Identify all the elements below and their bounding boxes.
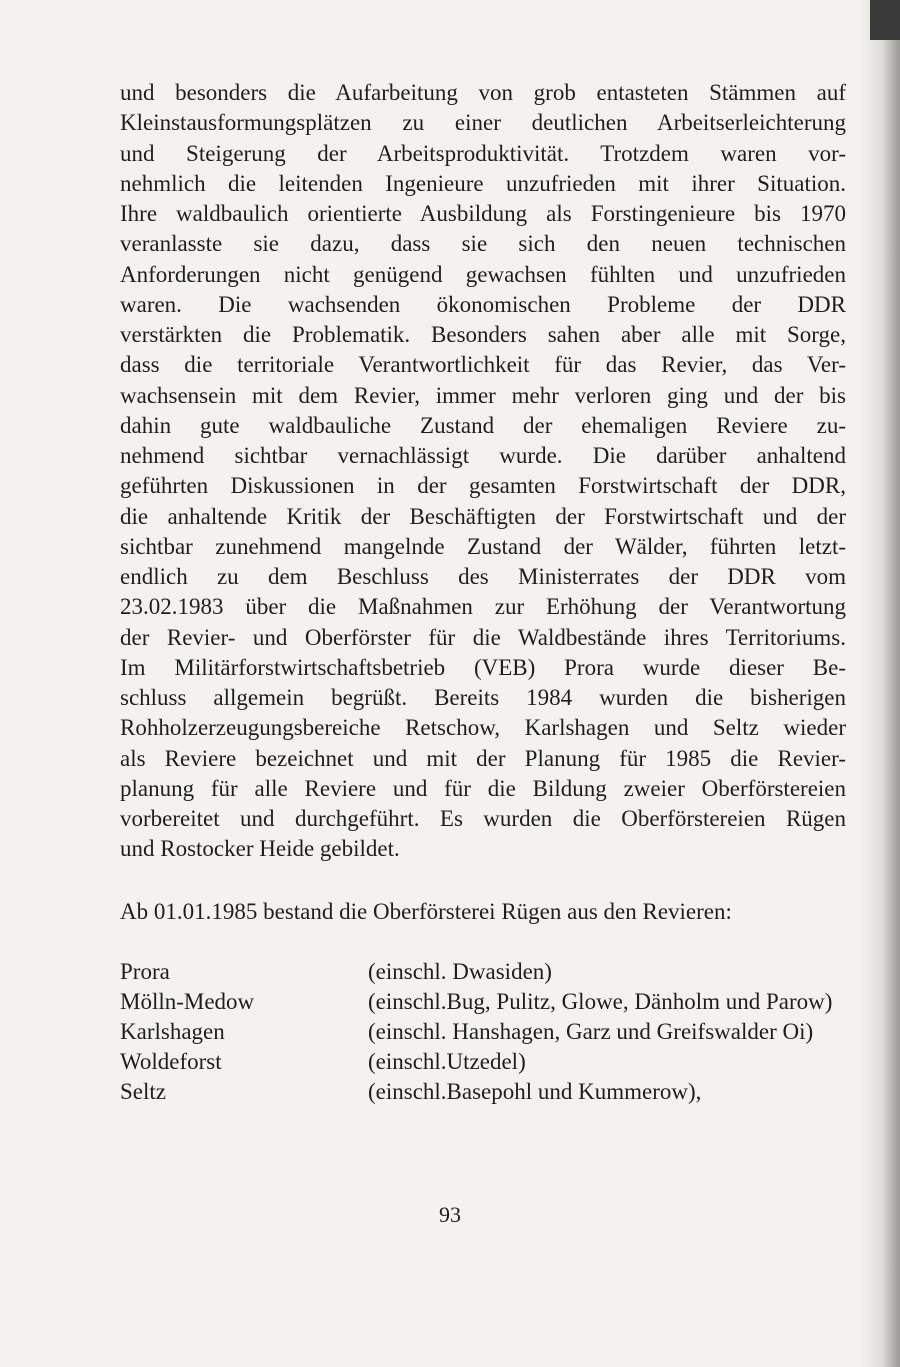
revier-row (120, 1047, 846, 1077)
text-line: Ihre waldbaulich orientierte Ausbildung als Forstingenieure bis 1970 (120, 201, 846, 226)
page-edge-shadow (860, 0, 900, 1367)
text-line: 23.02.1983 über die Maßnahmen zur Erhöhung der Verantwortung (120, 594, 846, 620)
revier-detail: (einschl.Bug, Pulitz, Glowe, Dänholm und Parow) (368, 989, 833, 1014)
revier-detail: (einschl. Dwasiden) (368, 959, 552, 984)
revier-row (120, 957, 846, 987)
text-line: verstärkten die Problematik. Besonders sahen aber alle mit Sorge, (120, 322, 846, 347)
text-line: die anhaltende Kritik der Beschäftigten der Forstwirtschaft und der (120, 503, 846, 529)
text-line: Im Militärforstwirtschaftsbetrieb (VEB) Prora wurde dieser Be- (120, 654, 846, 680)
revier-name: Seltz (120, 1079, 166, 1104)
revier-detail: (einschl.Utzedel) (368, 1049, 526, 1074)
text-line: und Steigerung der Arbeitsproduktivität. Trotzdem waren vor- (120, 140, 846, 166)
revier-list (120, 957, 846, 1107)
text-line: planung für alle Reviere und für die Bildung zweier Oberförstereien (120, 775, 846, 801)
text-line: der Revier- und Oberförster für die Waldbestände ihres Territoriums. (120, 624, 846, 650)
revier-row (120, 1077, 846, 1107)
revier-name: Woldeforst (120, 1049, 222, 1074)
text-line: und besonders die Aufarbeitung von grob entasteten Stämmen auf (120, 80, 846, 105)
text-line: Rohholzerzeugungsbereiche Retschow, Karlshagen und Seltz wieder (120, 715, 846, 741)
revier-name: Mölln-Medow (120, 989, 255, 1014)
text-line: nehmlich die leitenden Ingenieure unzufrieden mit ihrer Situation. (120, 170, 846, 196)
text-line: dass die territoriale Verantwortlichkeit für das Revier, das Ver- (120, 352, 846, 378)
text-line: waren. Die wachsenden ökonomischen Probleme der DDR (120, 291, 846, 317)
text-line: und Rostocker Heide gebildet. (120, 836, 400, 862)
page-number: 93 (439, 1202, 461, 1227)
text-line: endlich zu dem Beschluss des Ministerrates der DDR vom (120, 564, 846, 589)
text-line: Anforderungen nicht genügend gewachsen fühlten und unzufrieden (120, 261, 846, 287)
revier-detail: (einschl.Basepohl und Kummerow), (368, 1079, 702, 1104)
page-corner-shadow (870, 0, 900, 40)
revier-row (120, 987, 846, 1017)
body-paragraph (120, 78, 846, 865)
text-line: Kleinstausformungsplätzen zu einer deutlichen Arbeitserleichterung (120, 110, 846, 136)
revier-list-intro: Ab 01.01.1985 bestand die Oberförsterei Rügen aus den Revieren: (120, 899, 732, 924)
revier-row (120, 1017, 846, 1047)
text-line: wachsensein mit dem Revier, immer mehr verloren ging und der bis (120, 382, 846, 408)
text-line: dahin gute waldbauliche Zustand der ehemaligen Reviere zu- (120, 412, 846, 438)
text-line: sichtbar zunehmend mangelnde Zustand der Wälder, führten letzt- (120, 533, 846, 559)
text-line: veranlasste sie dazu, dass sie sich den neuen technischen (120, 231, 846, 257)
revier-name: Karlshagen (120, 1019, 225, 1044)
text-line: nehmend sichtbar vernachlässigt wurde. Die darüber anhaltend (120, 443, 846, 468)
revier-name: Prora (120, 959, 170, 984)
text-line: geführten Diskussionen in der gesamten Forstwirtschaft der DDR, (120, 473, 846, 499)
revier-detail: (einschl. Hanshagen, Garz und Greifswalder Oi) (368, 1019, 814, 1044)
text-line: als Reviere bezeichnet und mit der Planung für 1985 die Revier- (120, 745, 846, 771)
text-line: schluss allgemein begrüßt. Bereits 1984 wurden die bisherigen (120, 685, 846, 710)
text-line: vorbereitet und durchgeführt. Es wurden die Oberförstereien Rügen (120, 806, 846, 831)
